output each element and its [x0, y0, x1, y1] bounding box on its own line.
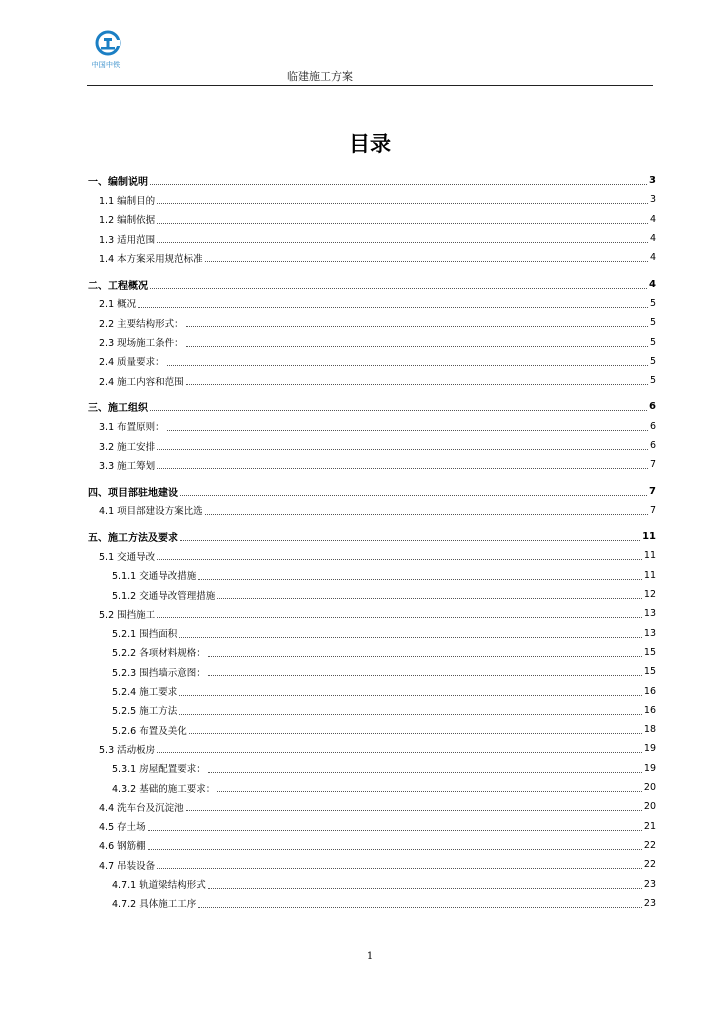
- toc-entry-label: 2.1 概况: [99, 299, 137, 311]
- toc-entry-label: 4.3.2 基础的施工要求：: [112, 783, 216, 795]
- toc-entry[interactable]: [88, 778, 656, 797]
- toc-entry[interactable]: [88, 248, 656, 267]
- toc-entry-label: 4.1 项目部建设方案比选: [99, 506, 203, 518]
- toc-entry-label: 2.4 施工内容和范围: [99, 376, 184, 388]
- toc-entry[interactable]: [88, 332, 656, 351]
- dot-leader: [180, 540, 640, 541]
- toc-entry-label: 1.4 本方案采用规范标准: [99, 253, 203, 265]
- toc-entry-page: 22: [643, 839, 656, 851]
- toc-entry[interactable]: [88, 417, 656, 436]
- toc-entry-page: 19: [643, 743, 656, 755]
- toc-entry-label: 5.2 围挡施工: [99, 609, 156, 621]
- header-title: 临建施工方案: [287, 70, 353, 83]
- toc-entry[interactable]: [88, 836, 656, 855]
- toc-entry-label: 四、项目部驻地建设: [88, 487, 178, 499]
- toc-entry-label: 5.2.6 布置及美化: [112, 725, 187, 737]
- toc-entry-page: 6: [649, 401, 656, 413]
- toc-entry[interactable]: [88, 720, 656, 739]
- dot-leader: [217, 598, 642, 599]
- dot-leader: [186, 384, 648, 385]
- dot-leader: [148, 830, 642, 831]
- dot-leader: [217, 791, 642, 792]
- dot-leader: [208, 675, 642, 676]
- toc-entry[interactable]: [88, 501, 656, 520]
- toc-entry-page: 4: [649, 213, 656, 225]
- toc-entry-page: 18: [643, 724, 656, 736]
- toc-entry-label: 5.1.1 交通导改措施: [112, 571, 197, 583]
- toc-entry[interactable]: [88, 371, 656, 390]
- dot-leader: [180, 495, 647, 496]
- toc-entry-page: 11: [643, 550, 656, 562]
- dot-leader: [186, 810, 642, 811]
- toc-entry-label: 1.1 编制目的: [99, 195, 156, 207]
- toc-entry-label: 2.2 主要结构形式：: [99, 318, 184, 330]
- dot-leader: [157, 559, 642, 560]
- toc-entry-label: 4.7.2 具体施工工序: [112, 899, 197, 911]
- toc-entry-page: 7: [649, 504, 656, 516]
- toc-entry[interactable]: [88, 894, 656, 913]
- dot-leader: [198, 907, 642, 908]
- dot-leader: [157, 868, 642, 869]
- toc-entry-page: 13: [643, 627, 656, 639]
- toc-entry[interactable]: [88, 436, 656, 455]
- toc-entry-label: 4.7.1 轨道梁结构形式: [112, 880, 206, 892]
- toc-entry-page: 19: [643, 762, 656, 774]
- dot-leader: [150, 410, 647, 411]
- dot-leader: [157, 617, 642, 618]
- toc-entry-label: 5.2.3 围挡墙示意图：: [112, 667, 206, 679]
- toc-entry-label: 2.4 质量要求：: [99, 357, 165, 369]
- toc-entry[interactable]: [88, 210, 656, 229]
- toc-entry-page: 15: [643, 666, 656, 678]
- toc-entry-label: 5.2.1 围挡面积: [112, 629, 178, 641]
- toc-entry[interactable]: [88, 797, 656, 816]
- toc-entry-label: 5.2.2 各项材料规格：: [112, 648, 206, 660]
- toc-entry-page: 4: [649, 278, 656, 290]
- toc-entry-page: 13: [643, 608, 656, 620]
- toc-entry[interactable]: [88, 643, 656, 662]
- toc-entry-page: 16: [643, 685, 656, 697]
- page-number: 1: [366, 951, 374, 962]
- toc-entry-page: 15: [643, 646, 656, 658]
- toc-entry-label: 5.3 活动板房: [99, 744, 156, 756]
- toc-section[interactable]: [88, 397, 656, 416]
- toc-entry[interactable]: [88, 681, 656, 700]
- toc-entry[interactable]: [88, 817, 656, 836]
- dot-leader: [208, 772, 642, 773]
- toc-entry-label: 3.3 施工筹划: [99, 460, 156, 472]
- toc-entry[interactable]: [88, 604, 656, 623]
- toc-entry[interactable]: [88, 294, 656, 313]
- toc-entry-page: 5: [649, 375, 656, 387]
- toc-entry-page: 3: [649, 175, 656, 187]
- toc-entry-label: 1.2 编制依据: [99, 215, 156, 227]
- toc-entry-label: 1.3 适用范围: [99, 234, 156, 246]
- toc-entry-label: 5.2.5 施工方法: [112, 706, 178, 718]
- toc-entry-page: 7: [649, 459, 656, 471]
- toc-entry-label: 五、施工方法及要求: [88, 533, 178, 545]
- toc-title: 目录: [349, 132, 391, 156]
- dot-leader: [179, 637, 642, 638]
- dot-leader: [208, 656, 642, 657]
- toc-entry[interactable]: [88, 229, 656, 248]
- toc-entry-label: 一、编制说明: [88, 177, 148, 189]
- toc-entry-label: 4.7 吊装设备: [99, 860, 156, 872]
- dot-leader: [157, 449, 648, 450]
- toc-section[interactable]: [88, 527, 656, 546]
- dot-leader: [167, 365, 648, 366]
- toc-entry-page: 5: [649, 355, 656, 367]
- toc-entry[interactable]: [88, 352, 656, 371]
- toc-entry-page: 4: [649, 233, 656, 245]
- toc-entry-label: 5.1.2 交通导改管理措施: [112, 590, 216, 602]
- dot-leader: [186, 326, 648, 327]
- logo-text: 中国中铁: [91, 61, 121, 69]
- toc-entry-label: 4.6 钢筋棚: [99, 841, 146, 853]
- toc-entry-page: 5: [649, 336, 656, 348]
- toc-list: [88, 171, 656, 913]
- toc-entry-page: 20: [643, 801, 656, 813]
- toc-entry[interactable]: [88, 701, 656, 720]
- toc-entry[interactable]: [88, 313, 656, 332]
- toc-section[interactable]: [88, 274, 656, 293]
- toc-entry-page: 7: [649, 485, 656, 497]
- dot-leader: [179, 714, 642, 715]
- toc-entry-label: 4.5 存土场: [99, 822, 146, 834]
- toc-entry-label: 4.4 洗车台及沉淀池: [99, 802, 184, 814]
- toc-entry[interactable]: [88, 624, 656, 643]
- dot-leader: [189, 733, 642, 734]
- dot-leader: [157, 468, 648, 469]
- toc-entry-page: 20: [643, 782, 656, 794]
- toc-entry[interactable]: [88, 566, 656, 585]
- toc-section[interactable]: [88, 171, 656, 190]
- toc-entry-page: 4: [649, 252, 656, 264]
- toc-entry-label: 5.2.4 施工要求: [112, 687, 178, 699]
- toc-entry[interactable]: [88, 874, 656, 893]
- dot-leader: [205, 514, 648, 515]
- toc-entry-page: 5: [649, 297, 656, 309]
- dot-leader: [205, 261, 648, 262]
- toc-entry-page: 23: [643, 878, 656, 890]
- toc-entry-page: 21: [643, 820, 656, 832]
- toc-entry-page: 22: [643, 859, 656, 871]
- toc-entry[interactable]: [88, 759, 656, 778]
- toc-entry-page: 6: [649, 440, 656, 451]
- dot-leader: [167, 430, 648, 431]
- dot-leader: [150, 184, 647, 185]
- dot-leader: [157, 752, 642, 753]
- toc-entry-page: 6: [649, 420, 656, 432]
- dot-leader: [157, 242, 648, 243]
- dot-leader: [186, 346, 648, 347]
- toc-entry-page: 3: [649, 194, 656, 206]
- dot-leader: [148, 849, 642, 850]
- toc-entry-page: 11: [642, 531, 656, 543]
- toc-entry-page: 5: [649, 317, 656, 329]
- toc-entry-page: 12: [643, 589, 656, 601]
- toc-entry-label: 二、工程概况: [88, 280, 148, 292]
- toc-entry-label: 三、施工组织: [88, 403, 148, 415]
- dot-leader: [138, 307, 648, 308]
- toc-entry-page: 23: [643, 897, 656, 909]
- toc-entry-label: 5.1 交通导改: [99, 551, 156, 563]
- toc-section[interactable]: [88, 481, 656, 500]
- dot-leader: [198, 579, 642, 580]
- header-rule: [87, 85, 653, 86]
- dot-leader: [179, 695, 642, 696]
- dot-leader: [150, 288, 647, 289]
- toc-entry[interactable]: [88, 739, 656, 758]
- toc-entry[interactable]: [88, 190, 656, 209]
- toc-entry-label: 3.1 布置原则：: [99, 422, 165, 434]
- toc-entry-page: 16: [643, 704, 656, 716]
- toc-entry[interactable]: [88, 546, 656, 565]
- toc-entry[interactable]: [88, 585, 656, 604]
- dot-leader: [208, 888, 642, 889]
- toc-entry-label: 2.3 现场施工条件：: [99, 338, 184, 350]
- toc-entry-page: 11: [643, 569, 656, 581]
- toc-entry[interactable]: [88, 455, 656, 474]
- toc-entry[interactable]: [88, 662, 656, 681]
- toc-entry-label: 5.3.1 房屋配置要求：: [112, 764, 206, 776]
- toc-entry[interactable]: [88, 855, 656, 874]
- toc-entry-label: 3.2 施工安排: [99, 441, 156, 453]
- dot-leader: [157, 223, 648, 224]
- dot-leader: [157, 203, 648, 204]
